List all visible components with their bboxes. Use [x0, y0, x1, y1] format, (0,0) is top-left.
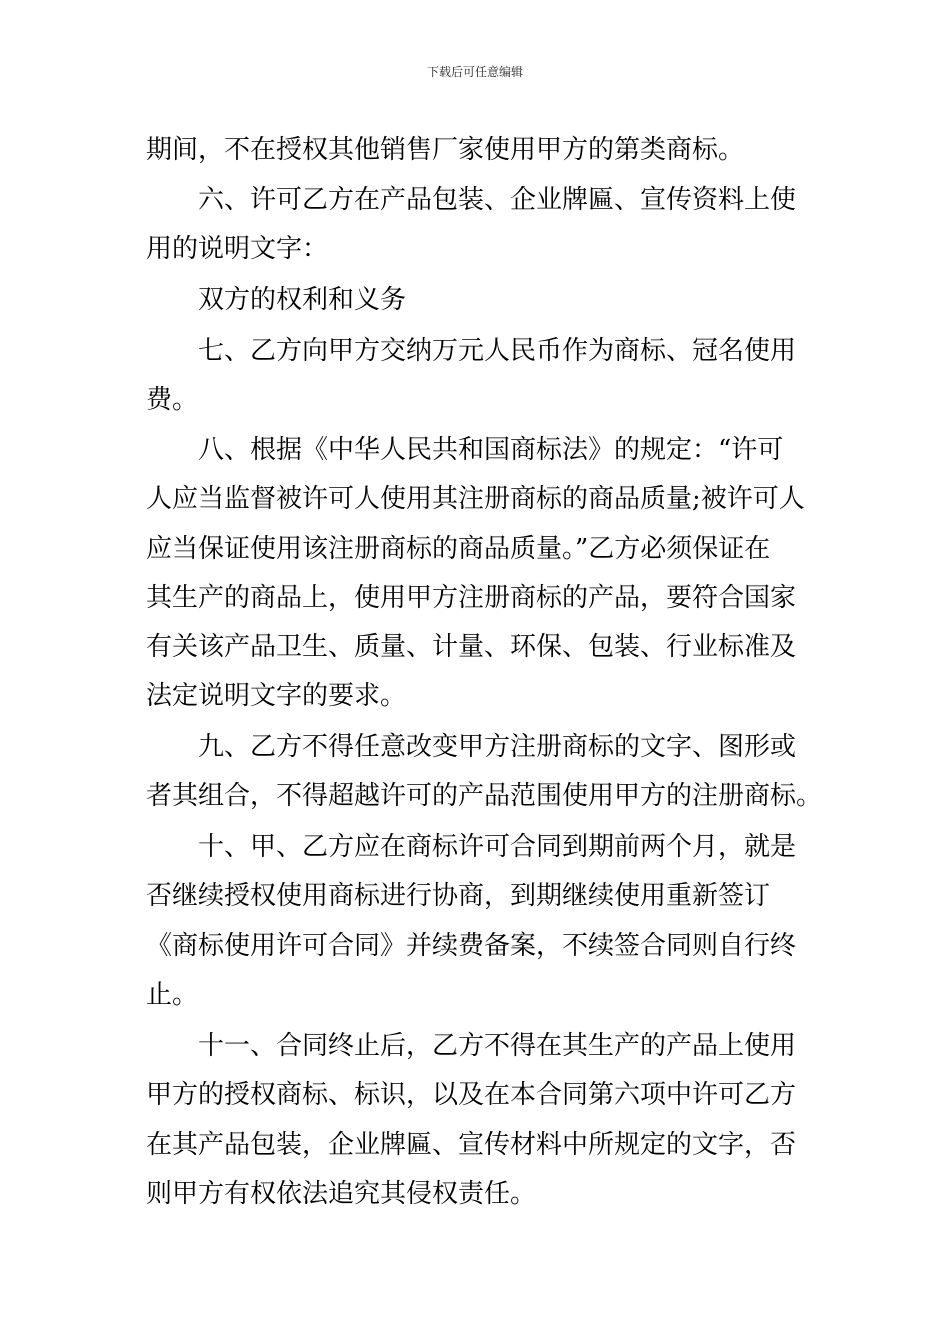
text-line: 九、乙方不得任意改变甲方注册商标的文字、图形或	[198, 732, 797, 762]
text-line: 止。	[146, 980, 199, 1010]
text-line: 否继续授权使用商标进行协商，到期继续使用重新签订	[146, 881, 771, 911]
text-line: 八、根据《中华人民共和国商标法》的规定：“许可	[198, 435, 784, 465]
text-line: 人应当监督被许可人使用其注册商标的商品质量;被许可人	[146, 484, 805, 514]
text-line: 期间，不在授权其他销售厂家使用甲方的第类商标。	[146, 135, 745, 165]
text-line: 应当保证使用该注册商标的商品质量。”乙方必须保证在	[146, 534, 771, 564]
text-line: 七、乙方向甲方交纳万元人民币作为商标、冠名使用	[198, 336, 797, 366]
page-header: 下载后可任意编辑	[426, 65, 523, 79]
text-line: 十一、合同终止后，乙方不得在其生产的产品上使用	[198, 1031, 797, 1061]
text-line: 十、甲、乙方应在商标许可合同到期前两个月，就是	[198, 832, 797, 862]
text-line: 六、许可乙方在产品包装、企业牌匾、宣传资料上使	[198, 185, 797, 215]
text-line: 其生产的商品上，使用甲方注册商标的产品，要符合国家	[146, 583, 797, 613]
text-line: 用的说明文字：	[146, 234, 329, 264]
text-line: 甲方的授权商标、标识，以及在本合同第六项中许可乙方	[146, 1080, 797, 1110]
text-line: 法定说明文字的要求。	[146, 681, 407, 711]
text-line: 有关该产品卫生、质量、计量、环保、包装、行业标准及	[146, 632, 797, 662]
text-line: 则甲方有权依法追究其侵权责任。	[146, 1179, 537, 1209]
text-line: 在其产品包装，企业牌匾、宣传材料中所规定的文字，否	[146, 1130, 797, 1160]
text-line: 者其组合，不得超越许可的产品范围使用甲方的注册商标。	[146, 781, 823, 811]
section-heading: 双方的权利和义务	[198, 285, 407, 315]
text-line: 费。	[146, 385, 199, 415]
text-line: 《商标使用许可合同》并续费备案，不续签合同则自行终	[146, 931, 797, 961]
